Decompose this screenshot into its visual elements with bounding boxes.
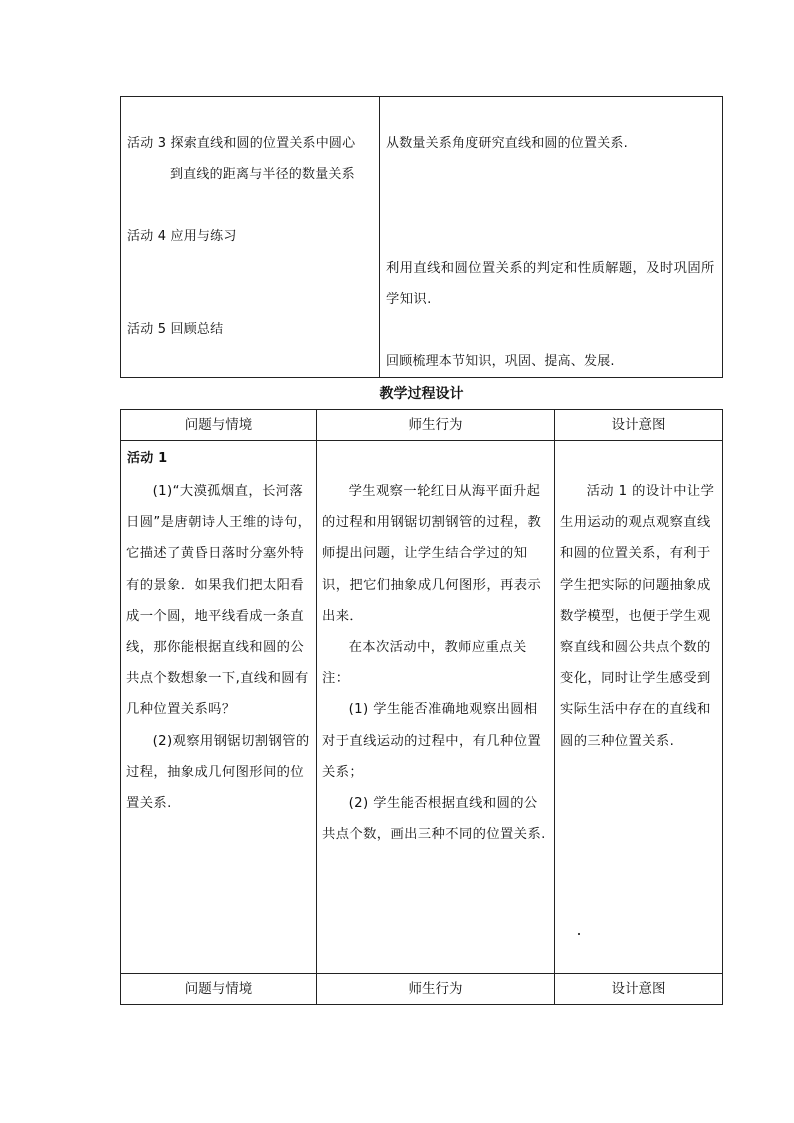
section-title: 教学过程设计 (379, 386, 464, 402)
table-border-top (120, 409, 723, 410)
activity5-purpose: 回顾梳理本节知识，巩固、提高、发展. (386, 354, 615, 369)
table-col-divider-1 (316, 409, 317, 1005)
table-header-divider (120, 440, 723, 441)
activity3-purpose: 从数量关系角度研究直线和圆的位置关系. (386, 136, 628, 151)
stray-mark (578, 933, 580, 935)
table-footer-divider (120, 973, 723, 974)
activity4-label: 活动 4 应用与练习 (127, 229, 237, 244)
design-intent-paragraph-1: 活动 1 的设计中让学生用运动的观点观察直线和圆的位置关系，有利于学生把实际的问题抽象成数学模型，也便于学生观察直线和圆公共点个数的变化，同时让学生感受到实际生活中存在的直线和圆的三种位置关系. (560, 484, 715, 749)
top-table-border-right (722, 96, 723, 378)
teacher-student-paragraph-4: (2) 学生能否根据直线和圆的公共点个数，画出三种不同的位置关系. (322, 796, 546, 843)
activity3-label-line1: 活动 3 探索直线和圆的位置关系中圆心 (127, 136, 356, 151)
teacher-student-paragraph-2: 在本次活动中，教师应重点关注： (322, 640, 527, 687)
teacher-student-paragraph-1: 学生观察一轮红日从海平面升起的过程和用钢锯切割钢管的过程，教师提出问题，让学生结合学过的知识，把它们抽象成几何图形，再表示出来． (322, 484, 542, 624)
footer-header-situation: 问题与情境 (184, 981, 253, 997)
activity3-label-line2: 到直线的距离与半径的数量关系 (170, 167, 355, 182)
footer-header-design-intent: 设计意图 (611, 981, 666, 997)
teacher-student-text (322, 476, 550, 850)
table-border-right (722, 409, 723, 1005)
header-situation: 问题与情境 (184, 417, 253, 433)
activity5-label: 活动 5 回顾总结 (127, 322, 224, 337)
top-table-border-bottom (120, 377, 723, 378)
table-col-divider-2 (554, 409, 555, 1005)
situation-paragraph-2: (2)观察用钢锯切割钢管的过程，抽象成几何图形间的位置关系. (126, 733, 310, 812)
situation-text (126, 476, 312, 819)
header-teacher-student: 师生行为 (408, 417, 463, 433)
top-table-border-mid (379, 96, 380, 378)
activity1-title: 活动 1 (127, 451, 168, 466)
design-intent-text (560, 476, 718, 757)
situation-paragraph-1: (1)“大漠孤烟直，长河落日圆”是唐朝诗人王维的诗句，它描述了黄昏日落时分塞外特有的景象．如果我们把太阳看成一个圆，地平线看成一条直线，那你能根据直线和圆的公共点个数想象一下,直线和圆有几种位置关系吗？ (126, 484, 312, 718)
activity4-purpose: 利用直线和圆位置关系的判定和性质解题，及时巩固所学知识. (386, 261, 715, 307)
top-table-border-top (120, 96, 723, 97)
top-table-border-left (120, 96, 121, 378)
table-border-bottom (120, 1004, 723, 1005)
footer-header-teacher-student: 师生行为 (408, 981, 463, 997)
teacher-student-paragraph-3: (1) 学生能否准确地观察出圆相对于直线运动的过程中，有几种位置关系； (322, 702, 542, 780)
header-design-intent: 设计意图 (611, 417, 666, 433)
table-border-left (120, 409, 121, 1005)
